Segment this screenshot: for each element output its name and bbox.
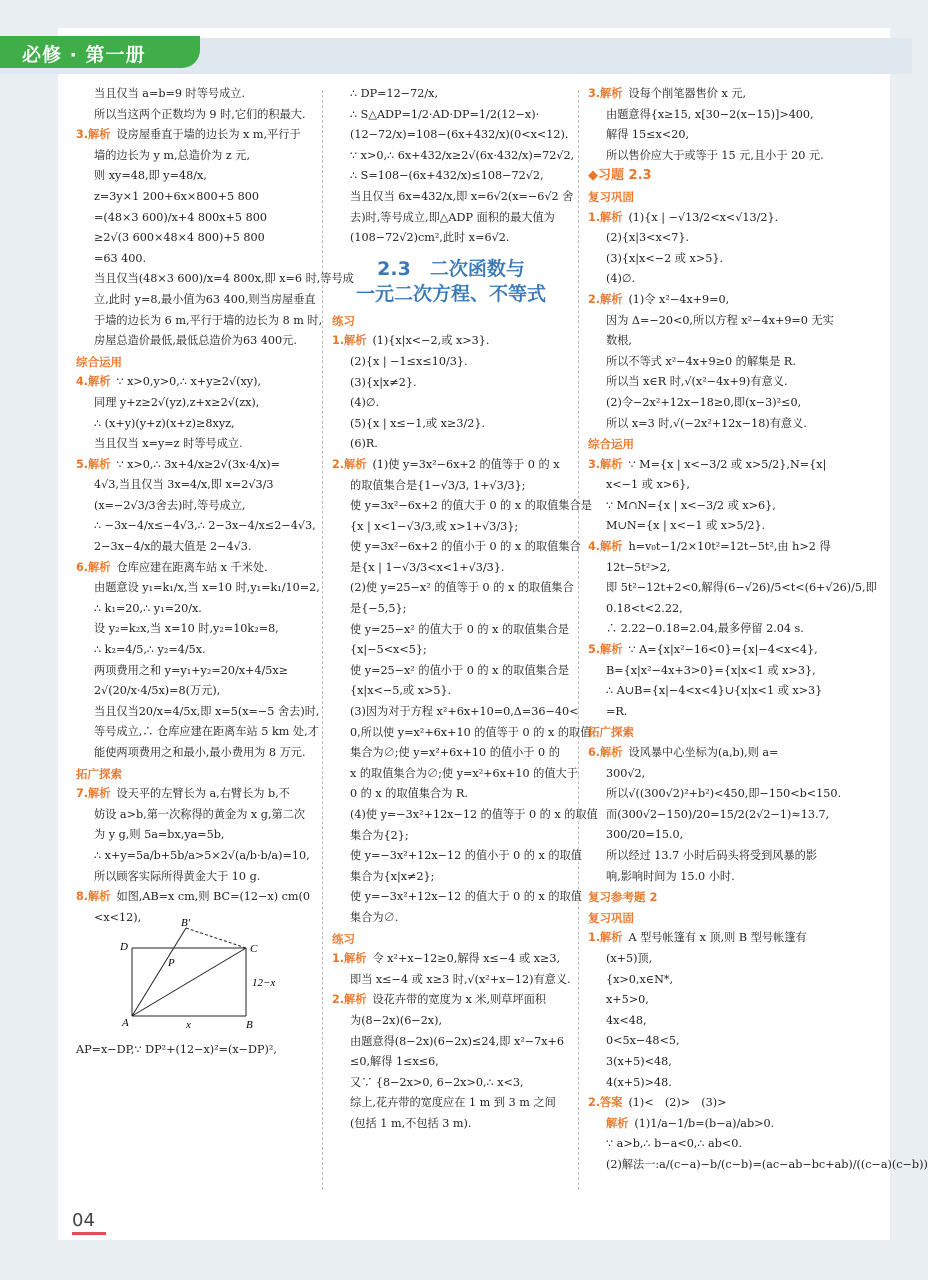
text-line: (3)因为对于方程 x²+6x+10=0,Δ=36−40< <box>350 705 579 719</box>
q-number: 3.解析 <box>588 457 623 471</box>
text-line: 所以顾客实际所得黄金大于 10 g. <box>94 869 261 883</box>
text-line: 使 y=−3x²+12x−12 的值大于 0 的 x 的取值 <box>350 890 582 904</box>
text-line: 3(x+5)<48, <box>606 1054 672 1068</box>
text-line: x<−1 或 x>6}, <box>606 478 690 492</box>
text-line: (2)使 y=25−x² 的值等于 0 的 x 的取值集合 <box>350 581 574 595</box>
text-line: 设花卉带的宽度为 x 米,则草坪面积 <box>372 993 547 1007</box>
exercise-heading: ◆习题 2.3 <box>588 168 652 184</box>
text-line: 集合为∅;使 y=x²+6x+10 的值小于 0 的 <box>350 746 560 760</box>
text-line: 墙的边长为 y m,总造价为 z 元, <box>94 148 251 162</box>
column-2 <box>332 84 598 1135</box>
q-number: 2.解析 <box>588 292 623 306</box>
text-line: ∵ x>0,y>0,∴ x+y≥2√(xy), <box>116 375 262 389</box>
text-line: 为 y g,则 5a=bx,ya=5b, <box>94 828 225 842</box>
text-line: ∴ x+y=5a/b+5b/a>5×2√(a/b·b/a)=10, <box>94 848 310 862</box>
text-line: 当且仅当20/x=4/5x,即 x=5(x=−5 舍去)时, <box>94 704 320 718</box>
text-line: 解得 15≤x<20, <box>606 128 690 142</box>
text-line: 2√(20/x·4/5x)=8(万元), <box>94 684 221 698</box>
fold-line-ac <box>132 948 246 1016</box>
text-line: ∴ k₁=20,∴ y₁=20/x. <box>94 601 202 615</box>
text-line: 房屋总造价最低,最低总造价为63 400元. <box>94 334 297 348</box>
text-line: 则 xy=48,即 y=48/x, <box>94 169 207 183</box>
q-number: 1.解析 <box>588 210 623 224</box>
text-line: (1){x|x<−2,或 x>3}. <box>372 334 490 348</box>
text-line: ≥2√(3 600×48×4 800)+5 800 <box>94 231 265 245</box>
q-number: 1.解析 <box>332 334 367 348</box>
text-line: 0<5x−48<5, <box>606 1034 680 1048</box>
label-a: A <box>122 1017 129 1030</box>
text-line: (4)∅. <box>350 396 380 410</box>
text-line: ∵ M={x | x<−3/2 或 x>5/2},N={x| <box>628 457 827 471</box>
text-line: 的取值集合是{1−√3/3, 1+√3/3}; <box>350 478 526 492</box>
text-line: 使 y=25−x² 的值小于 0 的 x 的取值集合是 <box>350 663 570 677</box>
text-line: 集合为∅. <box>350 910 399 924</box>
q-number: 2.解析 <box>332 457 367 471</box>
q-number: 6.解析 <box>76 560 111 574</box>
section-heading: 复习参考题 2 <box>588 890 658 905</box>
section-heading: 复习巩固 <box>588 910 634 925</box>
section-heading: 拓广探索 <box>588 725 634 740</box>
rectangle-fold-figure <box>76 917 316 1032</box>
header-tab <box>0 36 200 68</box>
q-number: 2.解析 <box>332 993 367 1007</box>
q-number: 1.解析 <box>588 931 623 945</box>
text-line: ∴ S=108−(6x+432/x)≤108−72√2, <box>350 169 544 183</box>
q-number: 5.解析 <box>588 643 623 657</box>
q-number: 7.解析 <box>76 787 111 801</box>
text-line: (6)R. <box>350 437 378 451</box>
label-side: 12−x <box>252 977 276 990</box>
page-number-underline <box>72 1232 106 1235</box>
q-number: 6.解析 <box>588 746 623 759</box>
text-line: (1)< (2)> (3)> <box>628 1096 727 1110</box>
column-3 <box>588 84 928 1175</box>
text-line: 所以√((300√2)²+b²)<450,即−150<b<150. <box>606 787 842 801</box>
text-line: 当且仅当 6x=432/x,即 x=6√2(x=−6√2 舍 <box>350 189 574 203</box>
text-line: ∴ (x+y)(y+z)(x+z)≥8xyz, <box>94 416 235 430</box>
text-line: (2){x|3<x<7}. <box>606 231 690 245</box>
text-line: 又∵ {8−2x>0, 6−2x>0,∴ x<3, <box>350 1075 524 1089</box>
text-line: 所以不等式 x²−4x+9≥0 的解集是 R. <box>606 354 796 368</box>
section-heading: 练习 <box>332 313 355 328</box>
text-line: 300/20=15.0, <box>606 828 684 842</box>
text-line: (1)令 x²−4x+9=0, <box>628 292 730 306</box>
text-line: 4√3,当且仅当 3x=4/x,即 x=2√3/3 <box>94 478 274 492</box>
text-line: 设每个削笔器售价 x 元, <box>628 87 747 100</box>
section-title-line-2: 一元二次方程、不等式 <box>355 282 546 305</box>
text-line: =R. <box>606 704 628 718</box>
text-line: x 的取值集合为∅;使 y=x²+6x+10 的值大于 <box>350 766 578 780</box>
text-line: ∴ −3x−4/x≤−4√3,∴ 2−3x−4/x≤2−4√3, <box>94 519 316 533</box>
text-line: {x|x<−5,或 x>5}. <box>350 684 452 698</box>
q-number: 1.解析 <box>332 952 367 966</box>
text-line: 使 y=3x²−6x+2 的值小于 0 的 x 的取值集合 <box>350 540 581 554</box>
text-line: ∵ x>0,∴ 6x+432/x≥2√(6x·432/x)=72√2, <box>350 148 575 162</box>
text-line: 0,所以使 y=x²+6x+10 的值等于 0 的 x 的取值 <box>350 725 592 739</box>
label-x: x <box>186 1019 191 1032</box>
label-d: D <box>120 941 128 954</box>
text-line: ∵ A={x|x²−16<0}={x|−4<x<4}, <box>628 643 818 657</box>
text-line: 所以售价应大于或等于 15 元,且小于 20 元. <box>606 148 824 162</box>
section-title-line-1: 2.3 二次函数与 <box>377 257 525 280</box>
text-line: (3){x|x≠2}. <box>350 375 417 389</box>
text-line: {x>0,x∈N*, <box>606 972 674 986</box>
text-line: ∴ k₂=4/5,∴ y₂=4/5x. <box>94 643 206 657</box>
text-line: h=v₀t−1/2×10t²=12t−5t²,由 h>2 得 <box>628 540 831 554</box>
text-line: 响,影响时间为 15.0 小时. <box>606 869 735 883</box>
section-heading: 复习巩固 <box>588 189 634 204</box>
text-line: 使 y=25−x² 的值大于 0 的 x 的取值集合是 <box>350 622 570 636</box>
text-line: (108−72√2)cm²,此时 x=6√2. <box>350 231 510 245</box>
text-line: 等号成立,∴ 仓库应建在距离车站 5 km 处,才 <box>94 725 319 739</box>
label-b-prime: B′ <box>181 917 191 930</box>
text-line: 使 y=3x²−6x+2 的值大于 0 的 x 的取值集合是 <box>350 499 592 513</box>
section-title <box>332 257 570 307</box>
column-divider <box>322 90 323 1190</box>
text-line: ∴ A∪B={x|−4<x<4}∪{x|x<1 或 x>3} <box>606 684 823 698</box>
text-line: ∴ DP=12−72/x, <box>350 87 439 100</box>
text-line: {x|−5<x<5}; <box>350 643 427 657</box>
text-line: M∪N={x | x<−1 或 x>5/2}. <box>606 519 766 533</box>
text-line: 12t−5t²>2, <box>606 560 671 574</box>
text-line: 使 y=−3x²+12x−12 的值小于 0 的 x 的取值 <box>350 849 582 863</box>
label-c: C <box>250 943 258 956</box>
text-line: (2){x | −1≤x≤10/3}. <box>350 354 468 368</box>
text-line: 由题意得{x≥15, x[30−2(x−15)]>400, <box>606 107 814 121</box>
text-line: 是{x | 1−√3/3<x<1+√3/3}. <box>350 560 505 574</box>
text-line: <x<12), <box>94 910 142 924</box>
text-line: 设房屋垂直于墙的边长为 x m,平行于 <box>116 128 301 142</box>
text-line: 当且仅当(48×3 600)/x=4 800x,即 x=6 时,等号成 <box>94 272 354 286</box>
text-line: 能使两项费用之和最小,最小费用为 8 万元. <box>94 746 306 759</box>
jiexi-tag: 解析 <box>606 1116 629 1130</box>
text-line: 4x<48, <box>606 1013 647 1027</box>
q-number: 4.解析 <box>588 540 623 554</box>
text-line: (x=−2√3/3舍去)时,等号成立, <box>94 498 246 512</box>
text-line: 而(300√2−150)/20=15/2(2√2−1)≈13.7, <box>606 807 830 821</box>
text-line: 于墙的边长为 6 m,平行于墙的边长为 8 m 时, <box>94 313 323 327</box>
text-line: 去)时,等号成立,即△ADP 面积的最大值为 <box>350 210 555 224</box>
text-line: z=3y×1 200+6x×800+5 800 <box>94 189 260 203</box>
text-line: 300√2, <box>606 766 646 780</box>
text-line: B={x|x²−4x+3>0}={x|x<1 或 x>3}, <box>606 663 816 677</box>
text-line: 综上,花卉带的宽度应在 1 m 到 3 m 之间 <box>350 1096 556 1110</box>
edge-ab-prime <box>132 928 186 1016</box>
text-line: 集合为{x|x≠2}; <box>350 869 435 883</box>
text-line: x+5>0, <box>606 993 649 1007</box>
text-line: ∵ a>b,∴ b−a<0,∴ ab<0. <box>606 1137 742 1151</box>
text-line: 仓库应建在距离车站 x 千米处. <box>116 560 268 574</box>
text-line: 当且仅当 x=y=z 时等号成立. <box>94 437 243 451</box>
page-number: 04 <box>72 1210 95 1231</box>
text-line: 同理 y+z≥2√(yz),z+x≥2√(zx), <box>94 395 260 409</box>
text-line: 是{−5,5}; <box>350 602 407 616</box>
text-line: 妨设 a>b,第一次称得的黄金为 x g,第二次 <box>94 807 306 821</box>
text-line: (2)解法一:a/(c−a)−b/(c−b)=(ac−ab−bc+ab)/((c−a)(c−b)) <box>606 1157 928 1171</box>
text-line: 数根, <box>606 334 632 348</box>
text-line: A 型号帐篷有 x 顶,则 B 型号帐篷有 <box>628 931 807 945</box>
header-title: 必修 · 第一册 <box>22 44 146 66</box>
text-line: ∴ S△ADP=1/2·AD·DP=1/2(12−x)· <box>350 107 540 121</box>
q-number: 8.解析 <box>76 890 111 904</box>
text-line: 立,此时 y=8,最小值为63 400,则当房屋垂直 <box>94 292 316 306</box>
q-number: 5.解析 <box>76 457 111 471</box>
text-line: (1)1/a−1/b=(b−a)/ab>0. <box>634 1116 775 1130</box>
text-line: ∵ x>0,∴ 3x+4/x≥2√(3x·4/x)= <box>116 457 281 471</box>
text-line: AP=x−DP,∵ DP²+(12−x)²=(x−DP)², <box>76 1042 277 1056</box>
text-line: (1)使 y=3x²−6x+2 的值等于 0 的 x <box>372 457 560 471</box>
text-line: 当且仅当 a=b=9 时等号成立. <box>94 87 246 100</box>
text-line: (包括 1 m,不包括 3 m). <box>350 1116 472 1130</box>
text-line: ∵ M∩N={x | x<−3/2 或 x>6}, <box>606 498 776 512</box>
section-heading: 综合运用 <box>588 437 634 452</box>
q-number: 2.答案 <box>588 1096 623 1110</box>
text-line: (3){x|x<−2 或 x>5}. <box>606 251 723 265</box>
q-number: 3.解析 <box>588 87 623 100</box>
edge-b-prime-c <box>186 928 246 948</box>
column-divider <box>578 90 579 1190</box>
section-heading: 拓广探索 <box>76 766 122 781</box>
text-line: 为(8−2x)(6−2x), <box>350 1013 443 1027</box>
text-line: 令 x²+x−12≥0,解得 x≤−4 或 x≥3, <box>372 952 561 966</box>
text-line: ≤0,解得 1≤x≤6, <box>350 1055 439 1069</box>
text-line: ∴ 2.22−0.18=2.04,最多停留 2.04 s. <box>606 622 804 636</box>
text-line: 所以当 x∈R 时,√(x²−4x+9)有意义. <box>606 375 788 389</box>
text-line: (12−72/x)=108−(6x+432/x)(0<x<12). <box>350 128 569 142</box>
text-line: 因为 Δ=−20<0,所以方程 x²−4x+9=0 无实 <box>606 313 834 327</box>
text-line: 设天平的左臂长为 a,右臂长为 b,不 <box>116 787 290 801</box>
text-line: (2)令−2x²+12x−18≥0,即(x−3)²≤0, <box>606 395 802 409</box>
label-b: B <box>246 1019 253 1032</box>
text-line: (5){x | x≤−1,或 x≥3/2}. <box>350 416 485 430</box>
text-line: (4)使 y=−3x²+12x−12 的值等于 0 的 x 的取值 <box>350 808 598 821</box>
text-line: =63 400. <box>94 251 147 265</box>
section-heading: 练习 <box>332 931 355 946</box>
text-line: 0.18<t<2.22, <box>606 601 683 615</box>
section-heading: 综合运用 <box>76 354 122 369</box>
text-line: 如图,AB=x cm,则 BC=(12−x) cm(0 <box>116 890 311 904</box>
text-line: {x | x<1−√3/3,或 x>1+√3/3}; <box>350 519 519 533</box>
text-line: 由题意得(8−2x)(6−2x)≤24,即 x²−7x+6 <box>350 1034 565 1048</box>
text-line: (1){x | −√13/2<x<√13/2}. <box>628 210 779 224</box>
text-line: 所以经过 13.7 小时后码头将受到风暴的影 <box>606 848 818 862</box>
text-line: 由题意设 y₁=k₁/x,当 x=10 时,y₁=k₁/10=2, <box>94 581 320 595</box>
text-line: 设 y₂=k₂x,当 x=10 时,y₂=10k₂=8, <box>94 622 279 636</box>
q-number: 3.解析 <box>76 128 111 142</box>
text-line: 0 的 x 的取值集合为 R. <box>350 787 468 801</box>
text-line: (4)∅. <box>606 272 636 286</box>
label-p: P <box>168 957 175 970</box>
q-number: 4.解析 <box>76 375 111 389</box>
text-line: 所以 x=3 时,√(−2x²+12x−18)有意义. <box>606 416 807 430</box>
text-line: 设风暴中心坐标为(a,b),则 a= <box>628 746 779 759</box>
text-line: 2−3x−4/x的最大值是 2−4√3. <box>94 540 252 554</box>
text-line: (x+5)顶, <box>606 951 653 965</box>
text-line: 4(x+5)>48. <box>606 1075 672 1089</box>
text-line: 集合为{2}; <box>350 828 409 842</box>
text-line: =(48×3 600)/x+4 800x+5 800 <box>94 210 267 224</box>
text-line: 所以当这两个正数均为 9 时,它们的积最大. <box>94 107 306 121</box>
text-line: 两项费用之和 y=y₁+y₂=20/x+4/5x≥ <box>94 663 289 677</box>
text-line: 即当 x≤−4 或 x≥3 时,√(x²+x−12)有意义. <box>350 972 571 986</box>
text-line: 即 5t²−12t+2<0,解得(6−√26)/5<t<(6+√26)/5,即 <box>606 581 877 595</box>
